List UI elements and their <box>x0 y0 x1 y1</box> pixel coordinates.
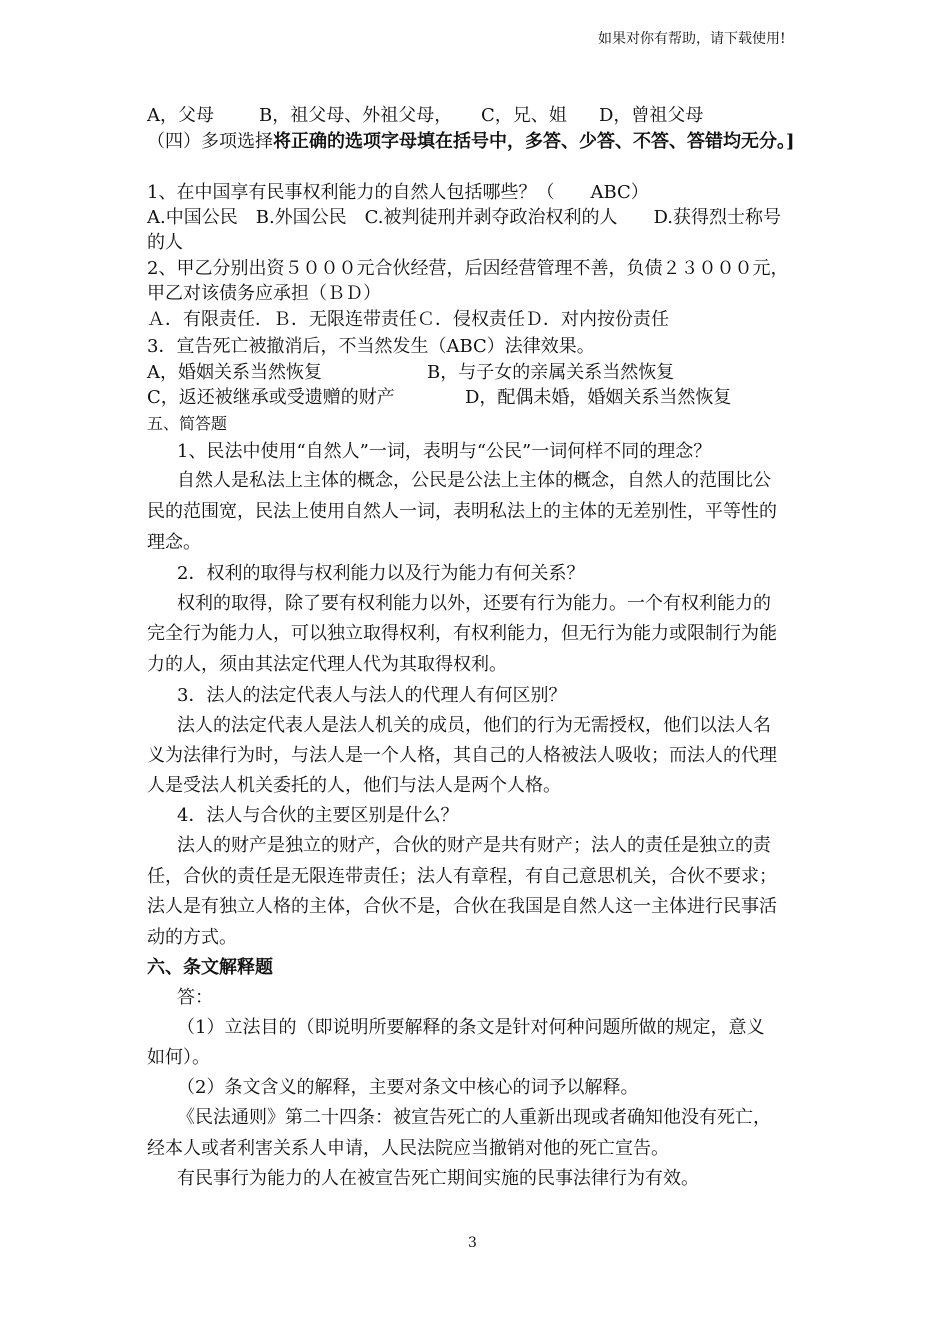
s6-p1-line1: （1）立法目的（即说明所要解释的条文是针对何种问题所做的规定，意义 <box>177 1017 765 1038</box>
s6-p2: （2）条文含义的解释，主要对条文中核心的词予以解释。 <box>177 1077 639 1098</box>
s5-a1-line2: 民的范围宽，民法上使用自然人一词，表明私法上的主体的无差别性，平等性的 <box>147 501 777 522</box>
s5-a4-line2: 任，合伙的责任是无限连带责任；法人有章程，有自己意思机关，合伙不要求； <box>147 866 777 887</box>
s6-p4: 有民事行为能力的人在被宣告死亡期间实施的民事法律行为有效。 <box>177 1168 699 1189</box>
section4-instruction: 将正确的选项字母填在括号中，多答、少答、不答、答错均无分。] <box>273 131 795 152</box>
mc-q3-options-cd <box>147 387 731 409</box>
mc-q3-a: A，婚姻关系当然恢复 <box>147 362 322 383</box>
s5-a4-line4: 动的方式。 <box>147 927 237 948</box>
s5-q4: 4．法人与合伙的主要区别是什么？ <box>177 805 459 826</box>
s5-a4-line3: 法人是有独立人格的主体，合伙不是，合伙在我国是自然人这一主体进行民事活 <box>147 896 777 917</box>
section4-prefix: （四）多项选择 <box>147 131 273 152</box>
section6-title: 六、条文解释题 <box>147 957 273 978</box>
mc-q2-options: Ａ．有限责任．Ｂ．无限连带责任Ｃ．侵权责任Ｄ．对内按份责任 <box>147 309 669 330</box>
mc-q3-c: C，返还被继承或受遗赠的财产 <box>147 387 395 408</box>
s5-a3-line2: 义为法律行为时，与法人是一个人格，其自己的人格被法人吸收；而法人的代理 <box>147 745 777 766</box>
s5-a1-line1: 自然人是私法上主体的概念，公民是公法上主体的概念，自然人的范围比公 <box>177 470 771 491</box>
page-header: 如果对你有帮助，请下载使用! <box>598 31 786 47</box>
mc-q2-cont: 甲乙对该债务应承担（ＢＤ） <box>147 283 381 304</box>
s5-q3: 3．法人的法定代表人与法人的代理人有何区别？ <box>177 685 567 706</box>
section4-heading <box>147 131 795 153</box>
s5-a3-line3: 人是受法人机关委托的人，他们与法人是两个人格。 <box>147 775 561 796</box>
s5-a4-line1: 法人的财产是独立的财产，合伙的财产是共有财产；法人的责任是独立的责 <box>177 835 771 856</box>
s6-answer-label: 答： <box>177 987 213 1008</box>
s6-p3-line2: 经本人或者利害关系人申请，人民法院应当撤销对他的死亡宣告。 <box>147 1138 669 1159</box>
mc-q3-options-ab <box>147 362 674 384</box>
s5-a2-line1: 权利的取得，除了要有权利能力以外，还要有行为能力。一个有权利能力的 <box>177 593 771 614</box>
mc-q2: 2、甲乙分别出资５０００元合伙经营，后因经营管理不善，负债２３０００元， <box>147 258 789 279</box>
mc-q3: 3．宣告死亡被撤消后，不当然发生（ABC）法律效果。 <box>147 336 595 357</box>
section5-title: 五、简答题 <box>147 414 228 433</box>
mc-q1: 1、在中国享有民事权利能力的自然人包括哪些？（ ABC） <box>147 182 649 203</box>
s5-q2: 2．权利的取得与权利能力以及行为能力有何关系？ <box>177 563 585 584</box>
option-c: C，兄、姐 <box>481 105 567 126</box>
s5-a3-line1: 法人的法定代表人是法人机关的成员，他们的行为无需授权，他们以法人名 <box>177 715 771 736</box>
s5-a1-line3: 理念。 <box>147 532 201 553</box>
s5-q1: 1、民法中使用“自然人”一词，表明与“公民”一词何样不同的理念？ <box>177 441 712 462</box>
option-b: B，祖父母、外祖父母， <box>259 105 453 126</box>
mc-q1-options: A.中国公民 B.外国公民 C.被判徒刑并剥夺政治权利的人 D.获得烈士称号 <box>147 207 782 228</box>
option-a: A，父母 <box>147 105 214 126</box>
options-top <box>147 105 703 127</box>
s5-a2-line3: 力的人，须由其法定代理人代为其取得权利。 <box>147 654 507 675</box>
page-number: 3 <box>468 1235 477 1251</box>
s6-p1-line2: 如何）。 <box>147 1047 210 1068</box>
mc-q1-options-cont: 的人 <box>147 232 183 253</box>
mc-q3-b: B，与子女的亲属关系当然恢复 <box>427 362 675 383</box>
option-d: D，曾祖父母 <box>599 105 704 126</box>
mc-q3-d: D，配偶未婚，婚姻关系当然恢复 <box>465 387 732 408</box>
s6-p3-line1: 《民法通则》第二十四条：被宣告死亡的人重新出现或者确知他没有死亡， <box>177 1107 771 1128</box>
s5-a2-line2: 完全行为能力人，可以独立取得权利，有权利能力，但无行为能力或限制行为能 <box>147 623 777 644</box>
